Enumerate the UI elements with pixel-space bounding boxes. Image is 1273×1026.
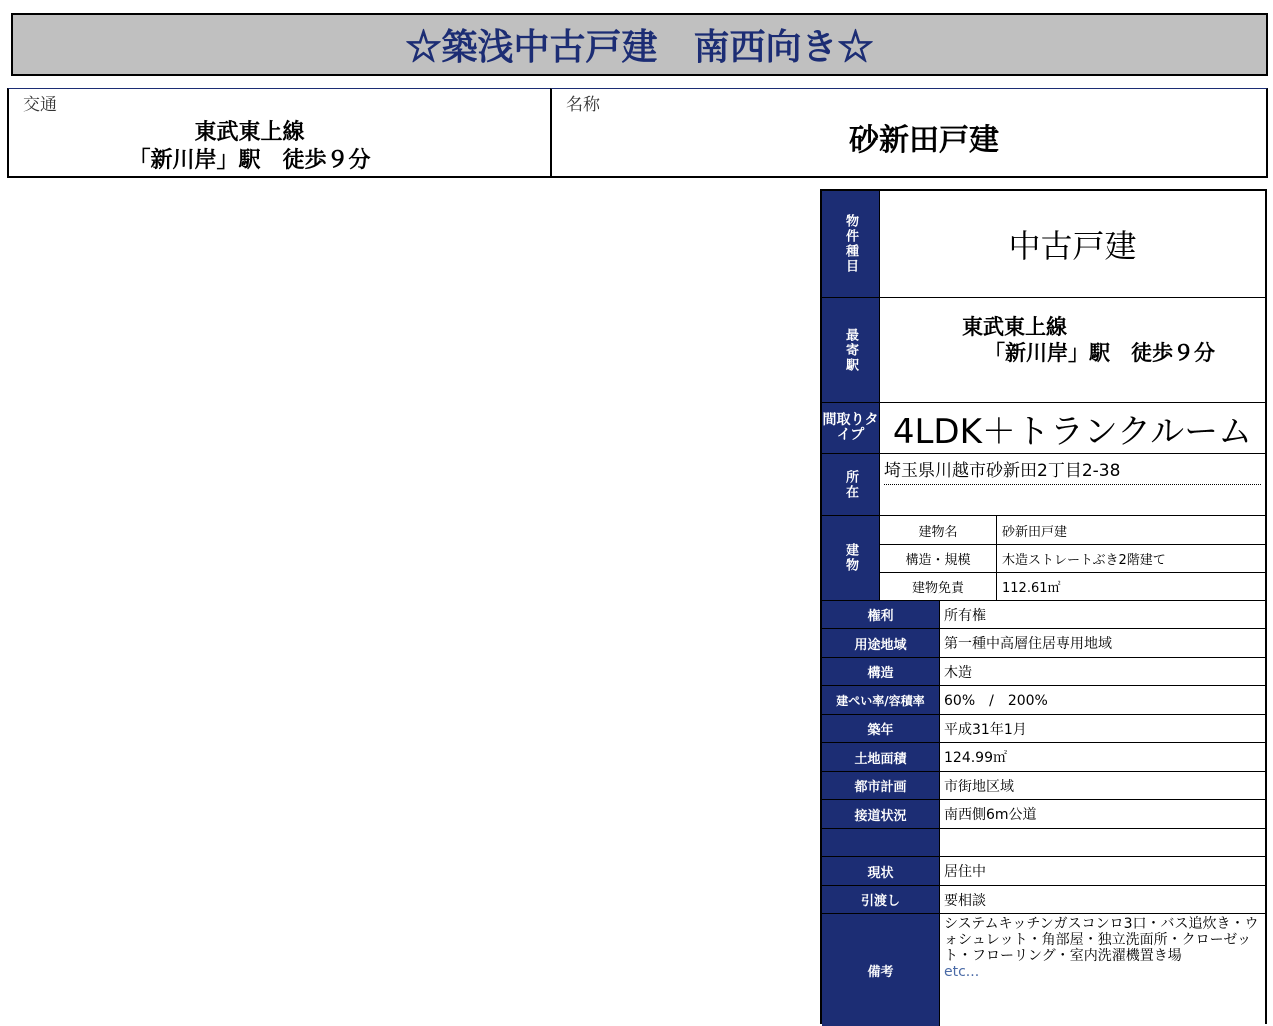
spec-row-handover [822,886,1265,914]
name-box [550,88,1268,178]
access-box [7,88,552,178]
spec-header-built: 築年 [822,715,940,742]
station-line-2: 「新川岸」駅 徒歩９分 [984,341,1215,365]
spec-header-zoning: 用途地域 [822,629,940,657]
spec-row-location [822,454,1265,516]
spec-value-built: 平成31年1月 [944,721,1027,738]
building-row [880,572,1265,600]
spec-header-structure: 構造 [822,658,940,685]
access-label: 交通 [23,95,57,115]
building-key: 建物名 [880,516,997,544]
access-line-1: 東武東上線 [194,120,305,145]
spec-value-rights: 所有権 [944,607,986,624]
spec-row-built [822,715,1265,743]
spec-value-zoning: 第一種中高層住居専用地域 [944,636,1112,652]
building-row [880,544,1265,573]
spec-row-layout [822,403,1265,454]
spec-value-road: 南西側6m公道 [944,807,1037,823]
spec-header-station: 最寄駅 [822,298,880,402]
spec-header-remarks: 備考 [822,914,940,1026]
building-key: 構造・規模 [880,544,997,572]
spec-value-location: 埼玉県川越市砂新田2丁目2-38 [884,456,1261,485]
spec-value-remarks [944,916,1259,980]
access-line-2: 「新川岸」駅 徒歩９分 [128,148,371,173]
spec-row-station [822,298,1265,403]
spec-header-coverage: 建ぺい率/容積率 [822,686,940,714]
building-value: 砂新田戸建 [1002,524,1068,540]
spec-value-structure: 木造 [944,664,972,681]
spec-row-status [822,857,1265,886]
spec-header-type: 物件種目 [822,191,880,297]
spec-value-land-area: 124.99㎡ [944,750,1007,766]
building-grid [880,516,1265,600]
remarks-text: システムキッチンガスコンロ3口・バス追炊き・ウォシュレット・角部屋・独立洗面所・クローゼット・フローリング・室内洗濯機置き場 [944,916,1259,964]
spec-header-layout: 間取りタイプ [822,403,880,453]
spec-value-layout: 4LDK＋トランクルーム [892,411,1253,452]
station-line-1: 東武東上線 [962,315,1067,339]
spec-row-coverage [822,686,1265,715]
spec-value-type: 中古戸建 [1008,227,1137,265]
spec-header-handover: 引渡し [822,886,940,913]
spec-value-status: 居住中 [944,864,986,880]
remarks-etc: etc... [944,964,980,980]
spec-row-remarks [822,914,1265,1026]
building-row [880,516,1265,545]
building-value: 木造ストレートぶき2階建て [1002,552,1166,568]
spec-header-status: 現状 [822,857,940,885]
spec-row-structure [822,658,1265,686]
spec-row-blank [822,829,1265,857]
spec-value-handover: 要相談 [944,892,986,909]
building-key: 建物免責 [880,572,997,600]
spec-header-building: 建物 [822,516,880,600]
spec-header-location: 所在 [822,454,880,515]
building-value: 112.61㎡ [1002,580,1061,596]
spec-value-blank [944,829,1265,856]
spec-row-city-plan [822,772,1265,800]
access-text [9,119,490,175]
spec-header-land-area: 土地面積 [822,743,940,771]
spec-header-blank [822,829,940,856]
property-name: 砂新田戸建 [849,123,999,158]
spec-header-rights: 権利 [822,601,940,628]
spec-row-building [822,516,1265,601]
spec-row-zoning [822,629,1265,658]
spec-header-city-plan: 都市計画 [822,772,940,799]
spec-row-land-area [822,743,1265,772]
spec-row-rights [822,601,1265,629]
spec-value-city-plan: 市街地区域 [944,778,1014,795]
spec-row-type [822,191,1265,298]
spec-value-coverage: 60% / 200% [944,693,1048,709]
property-spec-table [820,189,1267,1024]
spec-value-station [880,314,1265,366]
page-title: ☆築浅中古戸建 南西向き☆ [11,13,1268,76]
spec-row-road [822,800,1265,829]
spec-header-road: 接道状況 [822,800,940,828]
name-label: 名称 [566,95,600,115]
